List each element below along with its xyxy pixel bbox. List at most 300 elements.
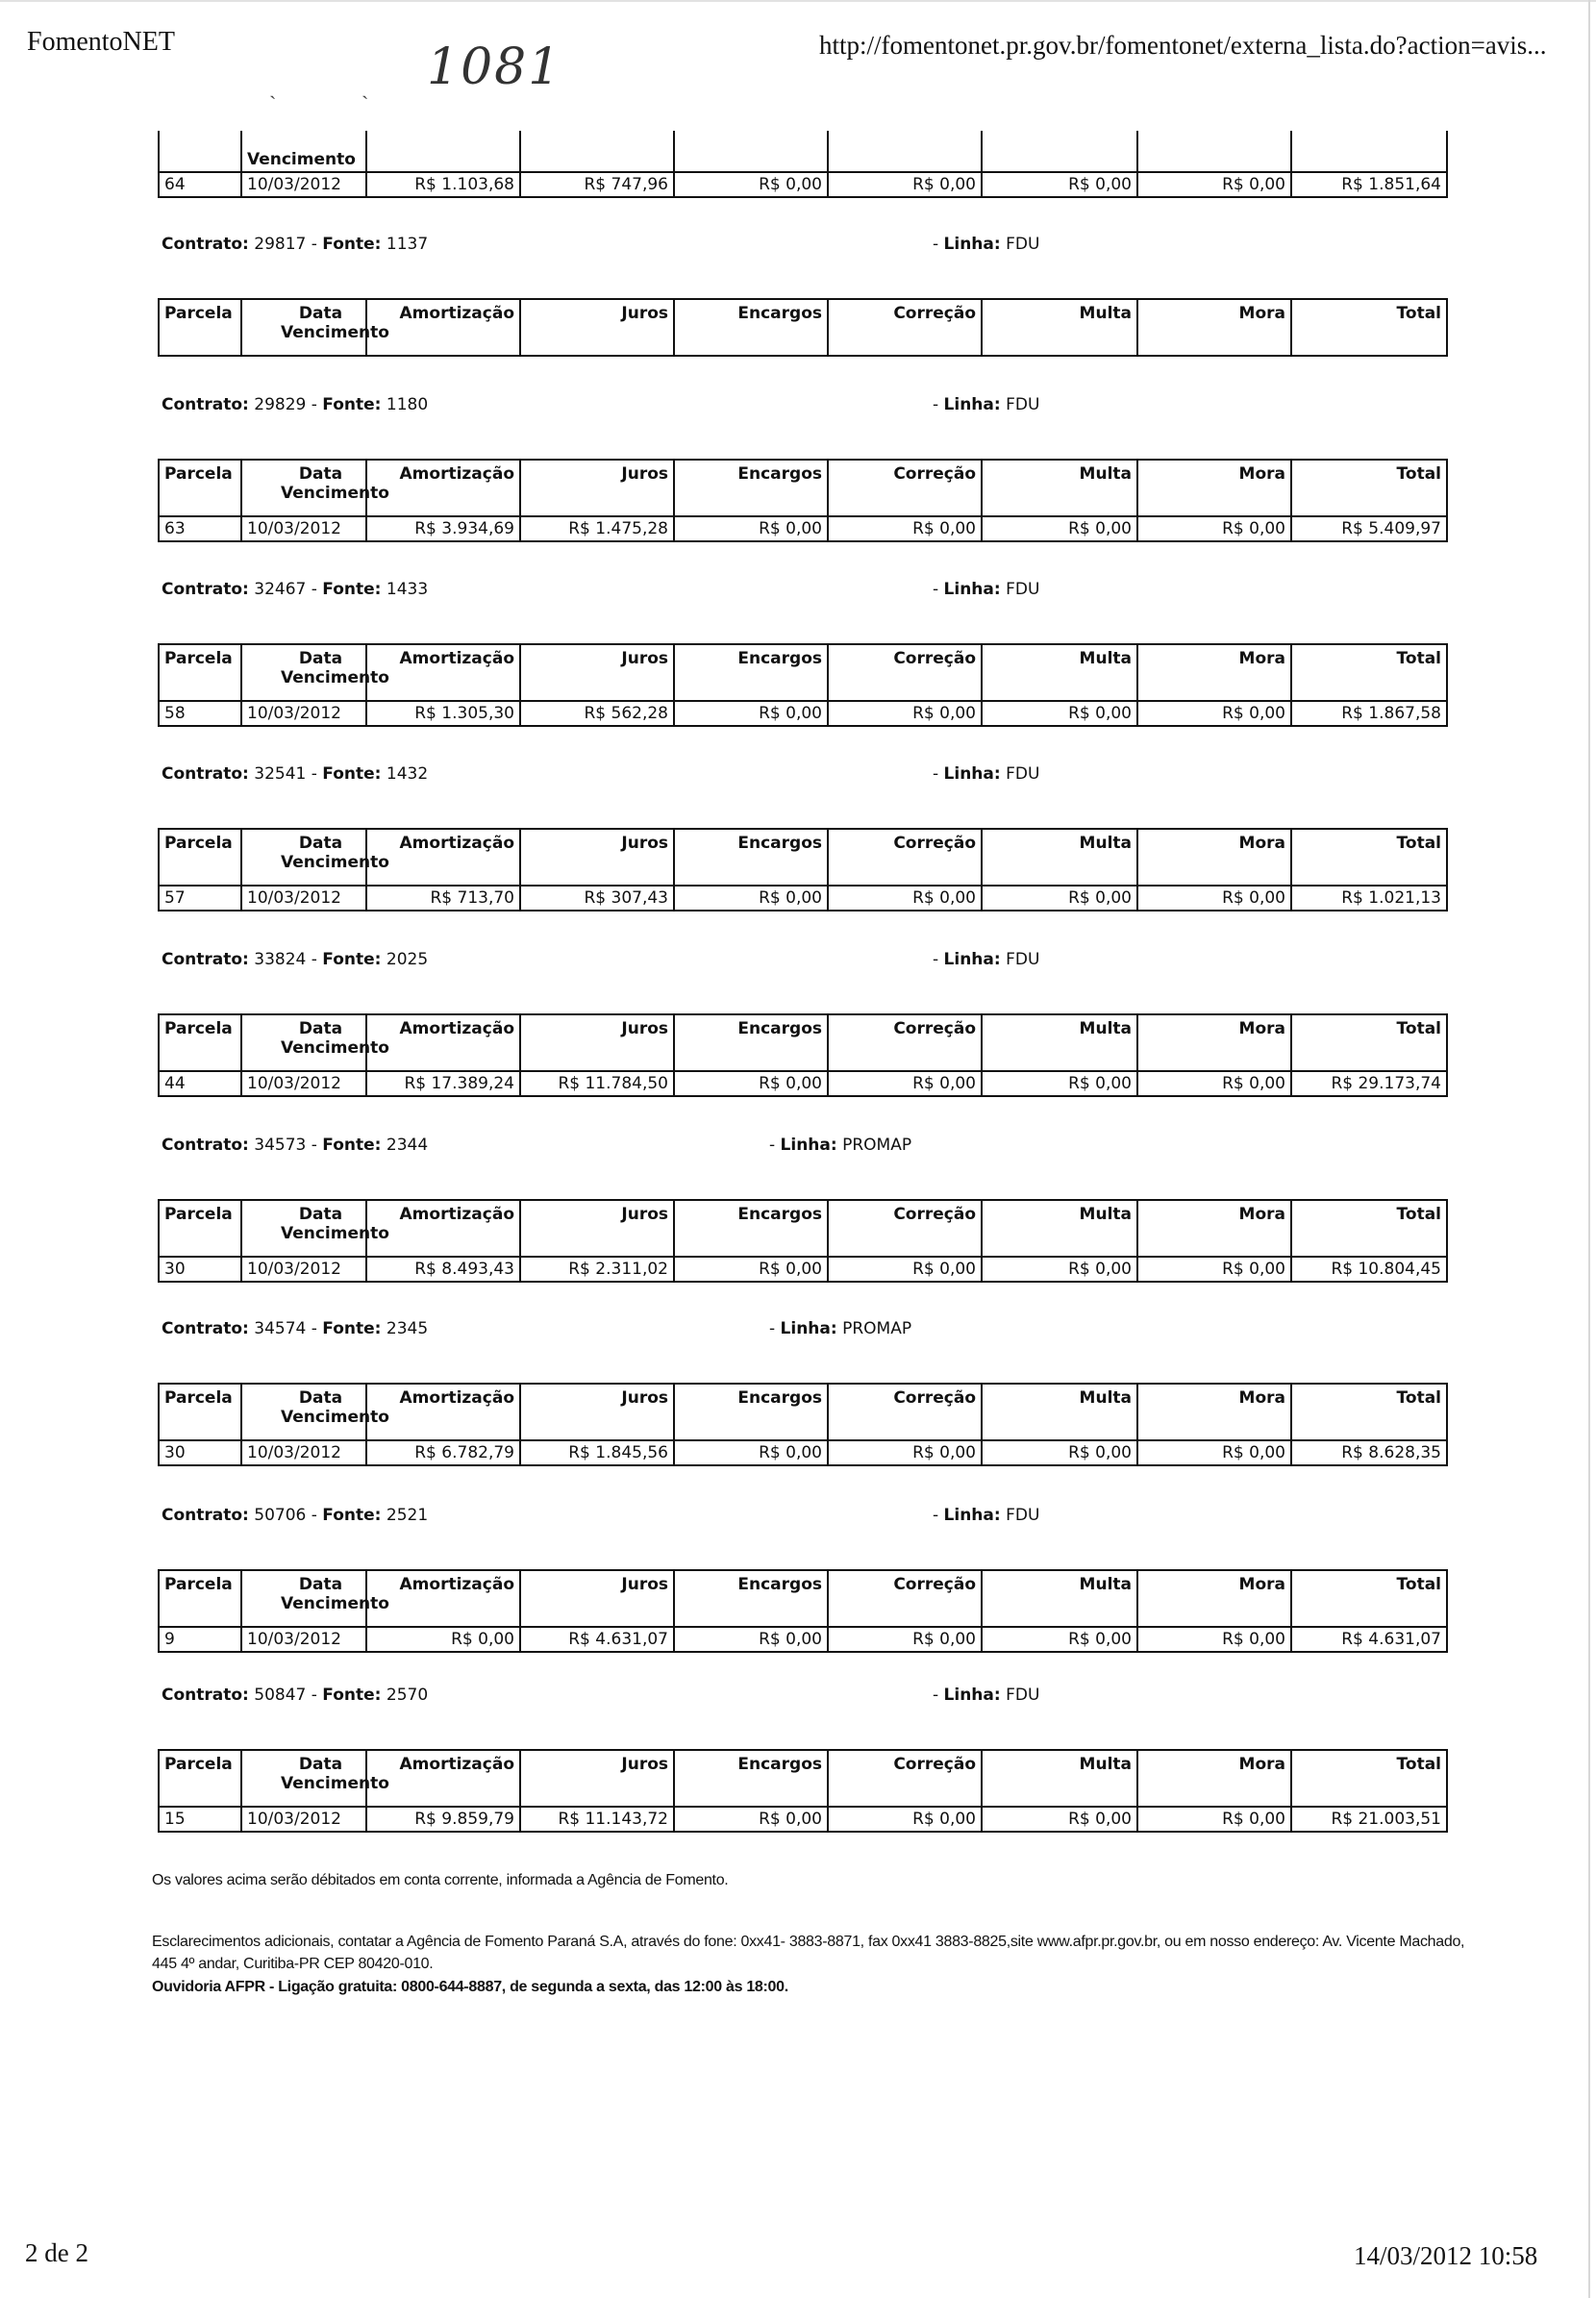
page-right-edge xyxy=(1588,0,1590,2298)
header-multa: Multa xyxy=(982,1750,1137,1807)
header-multa: Multa xyxy=(982,460,1137,516)
header-multa: Multa xyxy=(982,299,1137,356)
header-amortizacao: Amortização xyxy=(366,644,520,701)
header-encargos: Encargos xyxy=(674,1750,828,1807)
cell-mora: R$ 0,00 xyxy=(1137,1807,1291,1832)
cell-correcao: R$ 0,00 xyxy=(828,516,982,541)
header-data: Data xyxy=(298,834,343,853)
header-data-vencimento xyxy=(241,644,389,701)
header-data: Data xyxy=(298,1575,343,1594)
header-correcao: Correção xyxy=(828,1384,982,1440)
header-mora: Mora xyxy=(1137,1750,1291,1807)
header-vencimento: Vencimento xyxy=(281,484,389,503)
table-header-row xyxy=(159,644,1447,701)
linha-label: Linha: xyxy=(943,1686,1001,1705)
header-multa: Multa xyxy=(982,1200,1137,1257)
cell-correcao: R$ 0,00 xyxy=(828,701,982,726)
cell-multa: R$ 0,00 xyxy=(982,701,1137,726)
cell-multa: R$ 0,00 xyxy=(982,1627,1137,1652)
header-multa: Multa xyxy=(982,829,1137,886)
header-parcela: Parcela xyxy=(159,1570,241,1627)
header-amortizacao: Amortização xyxy=(366,1750,520,1807)
contract-line: Contrato: 34574 - Fonte: 2345 - Linha: PROMAP xyxy=(162,1319,912,1338)
header-correcao: Correção xyxy=(828,1750,982,1807)
cell-parcela: 44 xyxy=(159,1071,241,1096)
cell-juros: R$ 4.631,07 xyxy=(520,1627,674,1652)
cell-total: R$ 4.631,07 xyxy=(1291,1627,1447,1652)
cell-parcela: 30 xyxy=(159,1440,241,1465)
contrato-label: Contrato: xyxy=(162,395,249,414)
header-juros: Juros xyxy=(520,1200,674,1257)
header-data: Data xyxy=(298,304,343,323)
header-cell xyxy=(520,131,674,172)
contract-line: Contrato: 29817 - Fonte: 1137 - Linha: FDU xyxy=(162,235,1040,254)
header-total: Total xyxy=(1291,829,1447,886)
contract-line: Contrato: 29829 - Fonte: 1180 - Linha: FDU xyxy=(162,395,1040,414)
header-total: Total xyxy=(1291,1384,1447,1440)
header-juros: Juros xyxy=(520,1750,674,1807)
header-data: Data xyxy=(298,1205,343,1224)
linha-label: Linha: xyxy=(943,1506,1001,1525)
header-juros: Juros xyxy=(520,460,674,516)
header-correcao: Correção xyxy=(828,1570,982,1627)
table-header-row xyxy=(159,299,1447,356)
table-row xyxy=(159,1807,1447,1832)
cell-total: R$ 21.003,51 xyxy=(1291,1807,1447,1832)
cell-correcao: R$ 0,00 xyxy=(828,1627,982,1652)
cell-mora: R$ 0,00 xyxy=(1137,1071,1291,1096)
fonte-label: Fonte: xyxy=(322,1506,382,1525)
contrato-label: Contrato: xyxy=(162,1136,249,1155)
header-vencimento: Vencimento xyxy=(281,1224,389,1243)
table-row xyxy=(159,701,1447,726)
cell-amortizacao: R$ 0,00 xyxy=(366,1627,520,1652)
header-multa: Multa xyxy=(982,1570,1137,1627)
cell-amortizacao: R$ 17.389,24 xyxy=(366,1071,520,1096)
table-header-row xyxy=(159,1750,1447,1807)
contract-line: Contrato: 50847 - Fonte: 2570 - Linha: FDU xyxy=(162,1686,1040,1705)
header-vencimento: Vencimento xyxy=(281,1594,389,1613)
cell-total: R$ 1.851,64 xyxy=(1291,172,1447,197)
header-correcao: Correção xyxy=(828,644,982,701)
header-data-vencimento xyxy=(241,1014,389,1071)
fomentonet-brand: FomentoNET xyxy=(27,27,175,57)
cell-data: 10/03/2012 xyxy=(241,1627,366,1652)
header-mora: Mora xyxy=(1137,460,1291,516)
contrato-label: Contrato: xyxy=(162,1506,249,1525)
fonte-label: Fonte: xyxy=(322,950,382,969)
header-encargos: Encargos xyxy=(674,460,828,516)
header-amortizacao: Amortização xyxy=(366,1384,520,1440)
cell-multa: R$ 0,00 xyxy=(982,516,1137,541)
contrato-number: 50706 xyxy=(254,1506,307,1525)
linha-label: Linha: xyxy=(943,764,1001,784)
header-juros: Juros xyxy=(520,1570,674,1627)
header-encargos: Encargos xyxy=(674,829,828,886)
contrato-label: Contrato: xyxy=(162,1319,249,1338)
header-cell xyxy=(982,131,1137,172)
cell-amortizacao: R$ 3.934,69 xyxy=(366,516,520,541)
cell-mora: R$ 0,00 xyxy=(1137,1440,1291,1465)
cell-encargos: R$ 0,00 xyxy=(674,1627,828,1652)
fonte-number: 1433 xyxy=(386,580,429,599)
header-encargos: Encargos xyxy=(674,1570,828,1627)
cell-mora: R$ 0,00 xyxy=(1137,516,1291,541)
cell-data: 10/03/2012 xyxy=(241,516,366,541)
fonte-label: Fonte: xyxy=(322,1319,382,1338)
linha-field: - Linha: PROMAP xyxy=(769,1136,912,1155)
header-juros: Juros xyxy=(520,299,674,356)
fonte-label: Fonte: xyxy=(322,395,382,414)
header-encargos: Encargos xyxy=(674,644,828,701)
cell-multa: R$ 0,00 xyxy=(982,1071,1137,1096)
header-data-vencimento xyxy=(241,1200,389,1257)
linha-label: Linha: xyxy=(943,235,1001,254)
header-data-vencimento xyxy=(241,1750,389,1807)
installments-table xyxy=(158,1383,1448,1466)
fonte-label: Fonte: xyxy=(322,235,382,254)
header-total: Total xyxy=(1291,299,1447,356)
header-total: Total xyxy=(1291,1200,1447,1257)
cell-parcela: 9 xyxy=(159,1627,241,1652)
linha-label: Linha: xyxy=(780,1319,837,1338)
header-mora: Mora xyxy=(1137,644,1291,701)
header-cell xyxy=(366,131,520,172)
header-correcao: Correção xyxy=(828,1200,982,1257)
table-header-row xyxy=(159,460,1447,516)
cell-parcela: 57 xyxy=(159,886,241,911)
cell-juros: R$ 747,96 xyxy=(520,172,674,197)
header-cell xyxy=(1291,131,1447,172)
contrato-number: 32541 xyxy=(254,764,307,784)
cell-amortizacao: R$ 9.859,79 xyxy=(366,1807,520,1832)
cell-correcao: R$ 0,00 xyxy=(828,886,982,911)
contract-line: Contrato: 32467 - Fonte: 1433 - Linha: FDU xyxy=(162,580,1040,599)
linha-value: FDU xyxy=(1006,395,1040,414)
cell-encargos: R$ 0,00 xyxy=(674,701,828,726)
header-multa: Multa xyxy=(982,1014,1137,1071)
cell-parcela: 63 xyxy=(159,516,241,541)
debit-note: Os valores acima serão débitados em conta corrente, informada a Agência de Fomento. xyxy=(152,1872,729,1888)
table-header-row xyxy=(159,1200,1447,1257)
cell-correcao: R$ 0,00 xyxy=(828,1440,982,1465)
cell-amortizacao: R$ 713,70 xyxy=(366,886,520,911)
contract-line: Contrato: 32541 - Fonte: 1432 - Linha: FDU xyxy=(162,764,1040,784)
contrato-label: Contrato: xyxy=(162,950,249,969)
header-mora: Mora xyxy=(1137,299,1291,356)
installments-table xyxy=(158,1569,1448,1653)
header-data-vencimento xyxy=(241,1570,389,1627)
table-row xyxy=(159,886,1447,911)
cell-data: 10/03/2012 xyxy=(241,886,366,911)
cell-mora: R$ 0,00 xyxy=(1137,886,1291,911)
cell-data: 10/03/2012 xyxy=(241,1071,366,1096)
cell-mora: R$ 0,00 xyxy=(1137,1257,1291,1282)
linha-field: - Linha: FDU xyxy=(933,395,1040,414)
fonte-number: 1180 xyxy=(386,395,429,414)
installments-table xyxy=(158,1199,1448,1283)
cell-correcao: R$ 0,00 xyxy=(828,1807,982,1832)
cell-correcao: R$ 0,00 xyxy=(828,172,982,197)
header-mora: Mora xyxy=(1137,1014,1291,1071)
header-amortizacao: Amortização xyxy=(366,829,520,886)
fonte-number: 2570 xyxy=(386,1686,429,1705)
cell-total: R$ 1.867,58 xyxy=(1291,701,1447,726)
cell-data: 10/03/2012 xyxy=(241,1257,366,1282)
header-vencimento: Vencimento xyxy=(281,853,389,872)
linha-label: Linha: xyxy=(780,1136,837,1155)
cell-multa: R$ 0,00 xyxy=(982,1440,1137,1465)
contrato-number: 29817 xyxy=(254,235,307,254)
header-juros: Juros xyxy=(520,1384,674,1440)
header-total: Total xyxy=(1291,1570,1447,1627)
linha-label: Linha: xyxy=(943,950,1001,969)
installments-table xyxy=(158,643,1448,727)
cell-multa: R$ 0,00 xyxy=(982,1257,1137,1282)
table-row xyxy=(159,1257,1447,1282)
cell-juros: R$ 307,43 xyxy=(520,886,674,911)
header-cell xyxy=(1137,131,1291,172)
cell-juros: R$ 1.475,28 xyxy=(520,516,674,541)
cell-mora: R$ 0,00 xyxy=(1137,701,1291,726)
header-vencimento: Vencimento xyxy=(281,1408,389,1427)
linha-value: FDU xyxy=(1006,1686,1040,1705)
header-multa: Multa xyxy=(982,644,1137,701)
linha-field: - Linha: FDU xyxy=(933,950,1040,969)
table-row xyxy=(159,172,1447,197)
header-data: Data xyxy=(298,464,343,484)
header-vencimento: Vencimento xyxy=(281,668,389,687)
fonte-number: 2025 xyxy=(386,950,429,969)
linha-value: PROMAP xyxy=(842,1319,912,1338)
header-cell xyxy=(159,131,241,172)
fonte-number: 2344 xyxy=(386,1136,429,1155)
installments-table xyxy=(158,828,1448,912)
installments-table xyxy=(158,459,1448,542)
table-row xyxy=(159,516,1447,541)
page-top-edge xyxy=(0,0,1596,2)
cell-encargos: R$ 0,00 xyxy=(674,1257,828,1282)
table-header-row xyxy=(159,131,1447,172)
cell-correcao: R$ 0,00 xyxy=(828,1257,982,1282)
header-correcao: Correção xyxy=(828,1014,982,1071)
linha-field: - Linha: PROMAP xyxy=(769,1319,912,1338)
header-amortizacao: Amortização xyxy=(366,1014,520,1071)
header-vencimento: Vencimento xyxy=(281,323,389,342)
linha-value: FDU xyxy=(1006,764,1040,784)
contact-info-line-2: 445 4º andar, Curitiba-PR CEP 80420-010. xyxy=(152,1956,434,1972)
linha-label: Linha: xyxy=(943,395,1001,414)
contrato-label: Contrato: xyxy=(162,764,249,784)
cell-total: R$ 5.409,97 xyxy=(1291,516,1447,541)
cell-encargos: R$ 0,00 xyxy=(674,516,828,541)
contrato-label: Contrato: xyxy=(162,1686,249,1705)
cell-multa: R$ 0,00 xyxy=(982,172,1137,197)
cell-juros: R$ 562,28 xyxy=(520,701,674,726)
table-header-row xyxy=(159,1384,1447,1440)
header-cell xyxy=(674,131,828,172)
header-data-vencimento xyxy=(241,1384,389,1440)
contract-line: Contrato: 33824 - Fonte: 2025 - Linha: FDU xyxy=(162,950,1040,969)
header-vencimento: Vencimento xyxy=(241,131,366,172)
fonte-number: 2521 xyxy=(386,1506,429,1525)
cell-amortizacao: R$ 8.493,43 xyxy=(366,1257,520,1282)
cell-correcao: R$ 0,00 xyxy=(828,1071,982,1096)
contrato-number: 50847 xyxy=(254,1686,307,1705)
header-amortizacao: Amortização xyxy=(366,460,520,516)
linha-value: FDU xyxy=(1006,950,1040,969)
header-mora: Mora xyxy=(1137,1200,1291,1257)
contact-info-line-1: Esclarecimentos adicionais, contatar a Agência de Fomento Paraná S.A, através do fone: 0xx41- 3883-8871, fax 0xx41 3883-8825,site www.afpr.pr.gov.br, ou em nosso endereço: Av. Vicente Machado, xyxy=(152,1934,1465,1950)
linha-field: - Linha: FDU xyxy=(933,1686,1040,1705)
header-parcela: Parcela xyxy=(159,1014,241,1071)
contract-line: Contrato: 34573 - Fonte: 2344 - Linha: PROMAP xyxy=(162,1136,912,1155)
cell-total: R$ 10.804,45 xyxy=(1291,1257,1447,1282)
header-juros: Juros xyxy=(520,829,674,886)
contract-line: Contrato: 50706 - Fonte: 2521 - Linha: FDU xyxy=(162,1506,1040,1525)
header-parcela: Parcela xyxy=(159,460,241,516)
header-total: Total xyxy=(1291,1014,1447,1071)
cell-juros: R$ 11.143,72 xyxy=(520,1807,674,1832)
linha-value: FDU xyxy=(1006,1506,1040,1525)
header-mora: Mora xyxy=(1137,829,1291,886)
fonte-number: 1432 xyxy=(386,764,429,784)
header-amortizacao: Amortização xyxy=(366,299,520,356)
header-correcao: Correção xyxy=(828,299,982,356)
linha-field: - Linha: FDU xyxy=(933,764,1040,784)
table-header-row xyxy=(159,1014,1447,1071)
header-mora: Mora xyxy=(1137,1384,1291,1440)
fonte-number: 1137 xyxy=(386,235,429,254)
cell-data: 10/03/2012 xyxy=(241,1440,366,1465)
header-data: Data xyxy=(298,1755,343,1774)
header-correcao: Correção xyxy=(828,829,982,886)
cell-total: R$ 1.021,13 xyxy=(1291,886,1447,911)
header-juros: Juros xyxy=(520,1014,674,1071)
page-url[interactable]: http://fomentonet.pr.gov.br/fomentonet/externa_lista.do?action=avis... xyxy=(819,31,1547,60)
contrato-number: 32467 xyxy=(254,580,307,599)
fonte-label: Fonte: xyxy=(322,764,382,784)
header-encargos: Encargos xyxy=(674,299,828,356)
cell-multa: R$ 0,00 xyxy=(982,886,1137,911)
cell-parcela: 30 xyxy=(159,1257,241,1282)
cell-total: R$ 8.628,35 xyxy=(1291,1440,1447,1465)
header-encargos: Encargos xyxy=(674,1384,828,1440)
cell-encargos: R$ 0,00 xyxy=(674,172,828,197)
header-data: Data xyxy=(298,1019,343,1038)
fonte-label: Fonte: xyxy=(322,580,382,599)
linha-label: Linha: xyxy=(943,580,1001,599)
cell-parcela: 15 xyxy=(159,1807,241,1832)
table-row xyxy=(159,1627,1447,1652)
header-data-vencimento xyxy=(241,299,389,356)
cell-data: 10/03/2012 xyxy=(241,1807,366,1832)
contrato-number: 33824 xyxy=(254,950,307,969)
cell-encargos: R$ 0,00 xyxy=(674,1440,828,1465)
header-data-vencimento xyxy=(241,829,389,886)
print-timestamp: 14/03/2012 10:58 xyxy=(1354,2241,1538,2270)
cell-juros: R$ 1.845,56 xyxy=(520,1440,674,1465)
installments-table-fragment xyxy=(158,131,1448,198)
header-parcela: Parcela xyxy=(159,1750,241,1807)
cell-amortizacao: R$ 1.305,30 xyxy=(366,701,520,726)
contrato-label: Contrato: xyxy=(162,235,249,254)
cell-juros: R$ 11.784,50 xyxy=(520,1071,674,1096)
contrato-number: 29829 xyxy=(254,395,307,414)
cell-juros: R$ 2.311,02 xyxy=(520,1257,674,1282)
header-parcela: Parcela xyxy=(159,829,241,886)
cell-parcela: 58 xyxy=(159,701,241,726)
contrato-label: Contrato: xyxy=(162,580,249,599)
linha-value: FDU xyxy=(1006,235,1040,254)
header-parcela: Parcela xyxy=(159,299,241,356)
cell-data: 10/03/2012 xyxy=(241,172,366,197)
header-data: Data xyxy=(298,1388,343,1408)
header-total: Total xyxy=(1291,460,1447,516)
linha-value: FDU xyxy=(1006,580,1040,599)
header-mora: Mora xyxy=(1137,1570,1291,1627)
cell-multa: R$ 0,00 xyxy=(982,1807,1137,1832)
fonte-label: Fonte: xyxy=(322,1686,382,1705)
header-cell xyxy=(828,131,982,172)
linha-field: - Linha: FDU xyxy=(933,580,1040,599)
linha-value: PROMAP xyxy=(842,1136,912,1155)
header-vencimento: Vencimento xyxy=(281,1038,389,1058)
header-correcao: Correção xyxy=(828,460,982,516)
header-parcela: Parcela xyxy=(159,644,241,701)
cell-amortizacao: R$ 1.103,68 xyxy=(366,172,520,197)
cell-encargos: R$ 0,00 xyxy=(674,1807,828,1832)
installments-table xyxy=(158,1013,1448,1097)
fonte-label: Fonte: xyxy=(322,1136,382,1155)
header-amortizacao: Amortização xyxy=(366,1570,520,1627)
linha-field: - Linha: FDU xyxy=(933,235,1040,254)
header-data-vencimento xyxy=(241,460,389,516)
table-row xyxy=(159,1071,1447,1096)
header-encargos: Encargos xyxy=(674,1200,828,1257)
ouvidoria-info: Ouvidoria AFPR - Ligação gratuita: 0800-644-8887, de segunda a sexta, das 12:00 às 18:00. xyxy=(152,1979,788,1995)
contrato-number: 34573 xyxy=(254,1136,307,1155)
header-multa: Multa xyxy=(982,1384,1137,1440)
cell-mora: R$ 0,00 xyxy=(1137,1627,1291,1652)
cell-mora: R$ 0,00 xyxy=(1137,172,1291,197)
table-header-row xyxy=(159,829,1447,886)
header-total: Total xyxy=(1291,1750,1447,1807)
cell-encargos: R$ 0,00 xyxy=(674,1071,828,1096)
cell-total: R$ 29.173,74 xyxy=(1291,1071,1447,1096)
header-juros: Juros xyxy=(520,644,674,701)
header-total: Total xyxy=(1291,644,1447,701)
header-vencimento: Vencimento xyxy=(281,1774,389,1793)
installments-table xyxy=(158,298,1448,357)
header-parcela: Parcela xyxy=(159,1384,241,1440)
cell-data: 10/03/2012 xyxy=(241,701,366,726)
linha-field: - Linha: FDU xyxy=(933,1506,1040,1525)
fonte-number: 2345 xyxy=(386,1319,429,1338)
handwritten-note: 1081 xyxy=(427,38,562,96)
contrato-number: 34574 xyxy=(254,1319,307,1338)
header-data: Data xyxy=(298,649,343,668)
pen-mark: ˏ xyxy=(269,76,277,100)
cell-encargos: R$ 0,00 xyxy=(674,886,828,911)
table-row xyxy=(159,1440,1447,1465)
header-parcela: Parcela xyxy=(159,1200,241,1257)
page-number: 2 de 2 xyxy=(25,2238,88,2267)
installments-table xyxy=(158,1749,1448,1833)
header-encargos: Encargos xyxy=(674,1014,828,1071)
cell-amortizacao: R$ 6.782,79 xyxy=(366,1440,520,1465)
pen-mark: ˏ xyxy=(362,76,369,100)
